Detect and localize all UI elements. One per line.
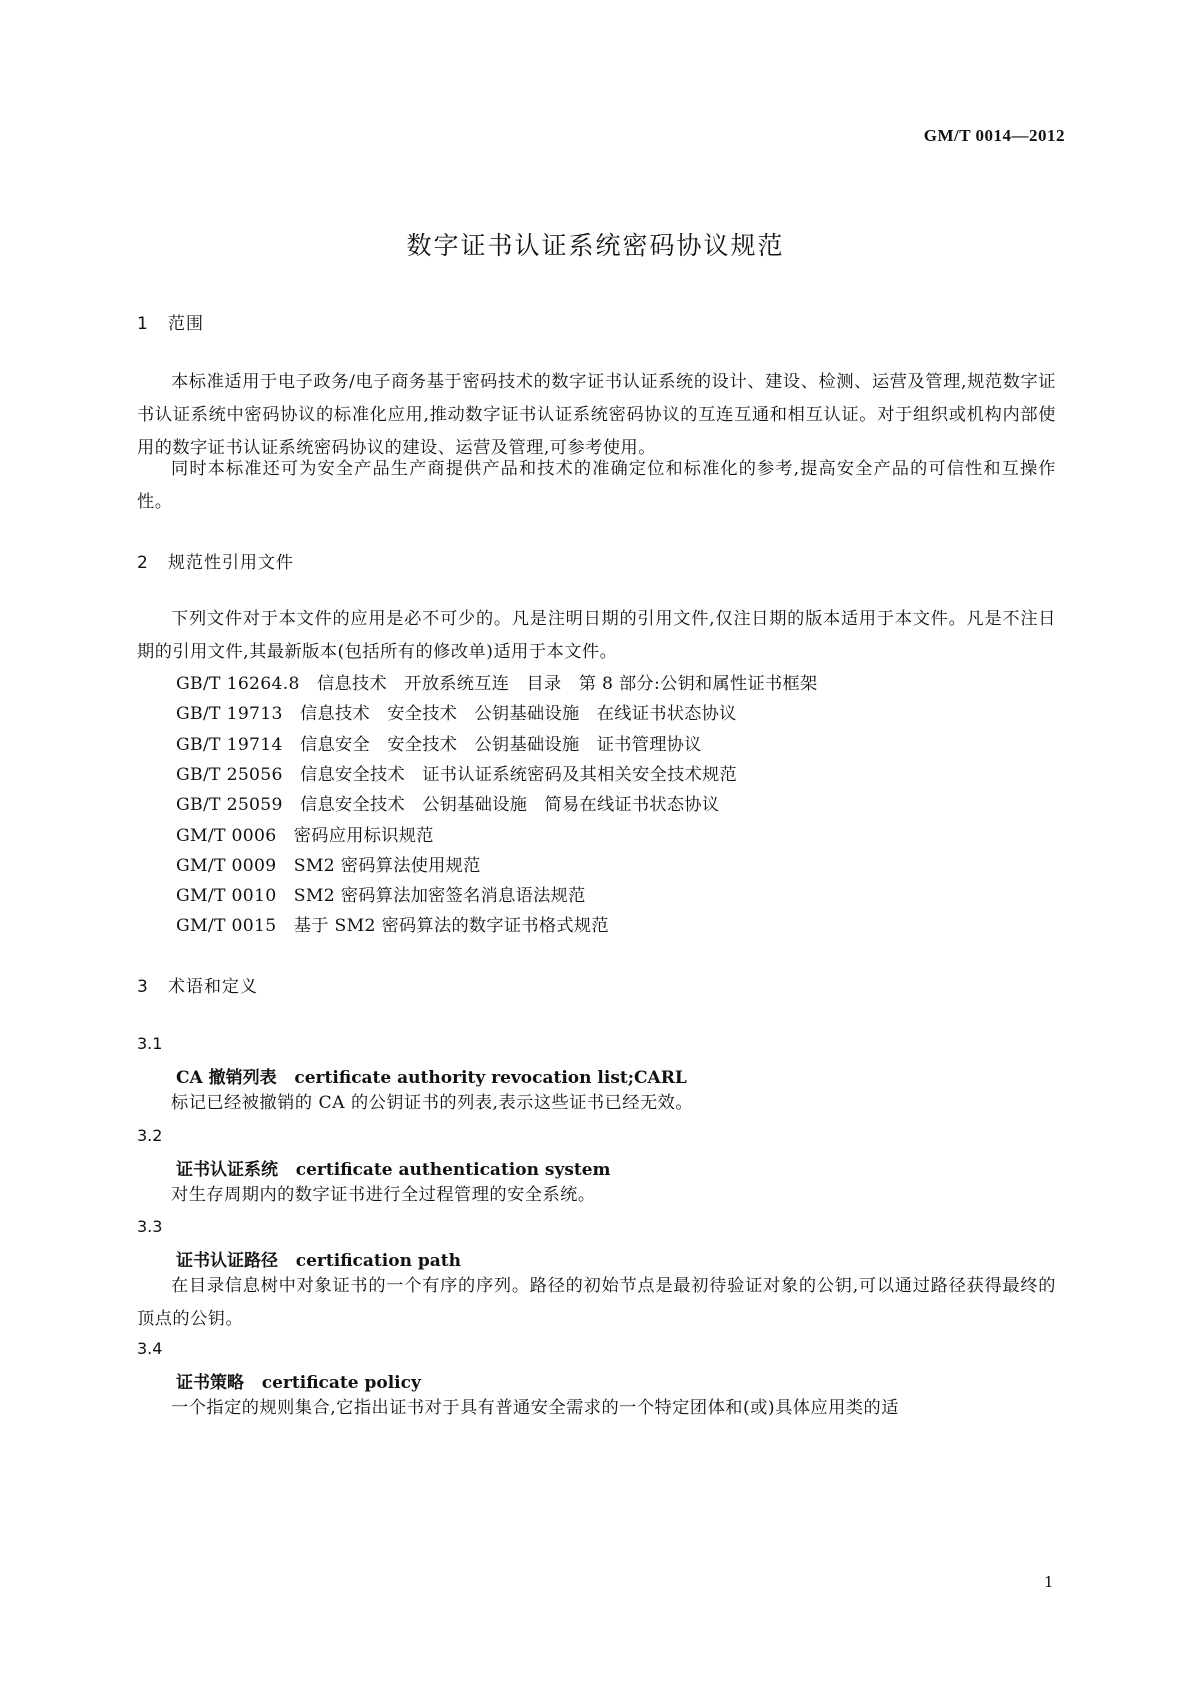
document-title: 数字证书认证系统密码协议规范 <box>406 231 785 260</box>
section-number: 3 <box>137 977 149 997</box>
term-number: 3.3 <box>137 1217 163 1236</box>
section-title: 术语和定义 <box>168 977 258 997</box>
section-title: 范围 <box>168 314 204 334</box>
term-definition: 标记已经被撤销的 CA 的公钥证书的列表,表示这些证书已经无效。 <box>171 1093 694 1113</box>
section-heading-terms <box>137 972 258 997</box>
reference-item: GM/T 0010 SM2 密码算法加密签名消息语法规范 <box>176 886 586 906</box>
term-definition: 对生存周期内的数字证书进行全过程管理的安全系统。 <box>171 1185 596 1205</box>
term-definition: 在目录信息树中对象证书的一个有序的序列。路径的初始节点是最初待验证对象的公钥,可以通过路径获得最终的顶点的公钥。 <box>137 1276 1056 1329</box>
term-name: CA 撤销列表 certificate authority revocation list;CARL <box>176 1068 687 1088</box>
section-title: 规范性引用文件 <box>168 553 294 573</box>
reference-item: GM/T 0006 密码应用标识规范 <box>176 826 434 846</box>
term-name: 证书认证路径 certification path <box>176 1251 461 1271</box>
term-name: 证书认证系统 certificate authentication system <box>176 1160 611 1180</box>
page-number: 1 <box>1044 1573 1054 1591</box>
reference-item: GM/T 0009 SM2 密码算法使用规范 <box>176 856 481 876</box>
section-heading-scope <box>137 309 204 334</box>
section-heading-references <box>137 548 294 573</box>
reference-item: GB/T 25059 信息安全技术 公钥基础设施 简易在线证书状态协议 <box>176 795 720 815</box>
term-number: 3.4 <box>137 1339 163 1358</box>
term-number: 3.2 <box>137 1126 163 1145</box>
reference-item: GM/T 0015 基于 SM2 密码算法的数字证书格式规范 <box>176 916 609 936</box>
section-number: 2 <box>137 553 149 573</box>
scope-paragraph: 本标准适用于电子政务/电子商务基于密码技术的数字证书认证系统的设计、建设、检测、运营及管理,规范数字证书认证系统中密码协议的标准化应用,推动数字证书认证系统密码协议的互连互通和相互认证。对于组织或机构内部使用的数字证书认证系统密码协议的建设、运营及管理,可参考使用。 <box>137 372 1056 458</box>
standard-code: GM/T 0014—2012 <box>923 126 1065 145</box>
term-name: 证书策略 certificate policy <box>176 1373 421 1393</box>
section-number: 1 <box>137 314 149 334</box>
term-number: 3.1 <box>137 1034 163 1053</box>
reference-item: GB/T 16264.8 信息技术 开放系统互连 目录 第 8 部分:公钥和属性证书框架 <box>176 674 818 694</box>
term-definition: 一个指定的规则集合,它指出证书对于具有普通安全需求的一个特定团体和(或)具体应用类的适 <box>171 1398 899 1418</box>
references-intro: 下列文件对于本文件的应用是必不可少的。凡是注明日期的引用文件,仅注日期的版本适用于本文件。凡是不注日期的引用文件,其最新版本(包括所有的修改单)适用于本文件。 <box>137 609 1056 662</box>
reference-item: GB/T 19714 信息安全 安全技术 公钥基础设施 证书管理协议 <box>176 735 702 755</box>
reference-item: GB/T 25056 信息安全技术 证书认证系统密码及其相关安全技术规范 <box>176 765 738 785</box>
reference-item: GB/T 19713 信息技术 安全技术 公钥基础设施 在线证书状态协议 <box>176 704 737 724</box>
scope-paragraph: 同时本标准还可为安全产品生产商提供产品和技术的准确定位和标准化的参考,提高安全产品的可信性和互操作性。 <box>137 459 1056 512</box>
